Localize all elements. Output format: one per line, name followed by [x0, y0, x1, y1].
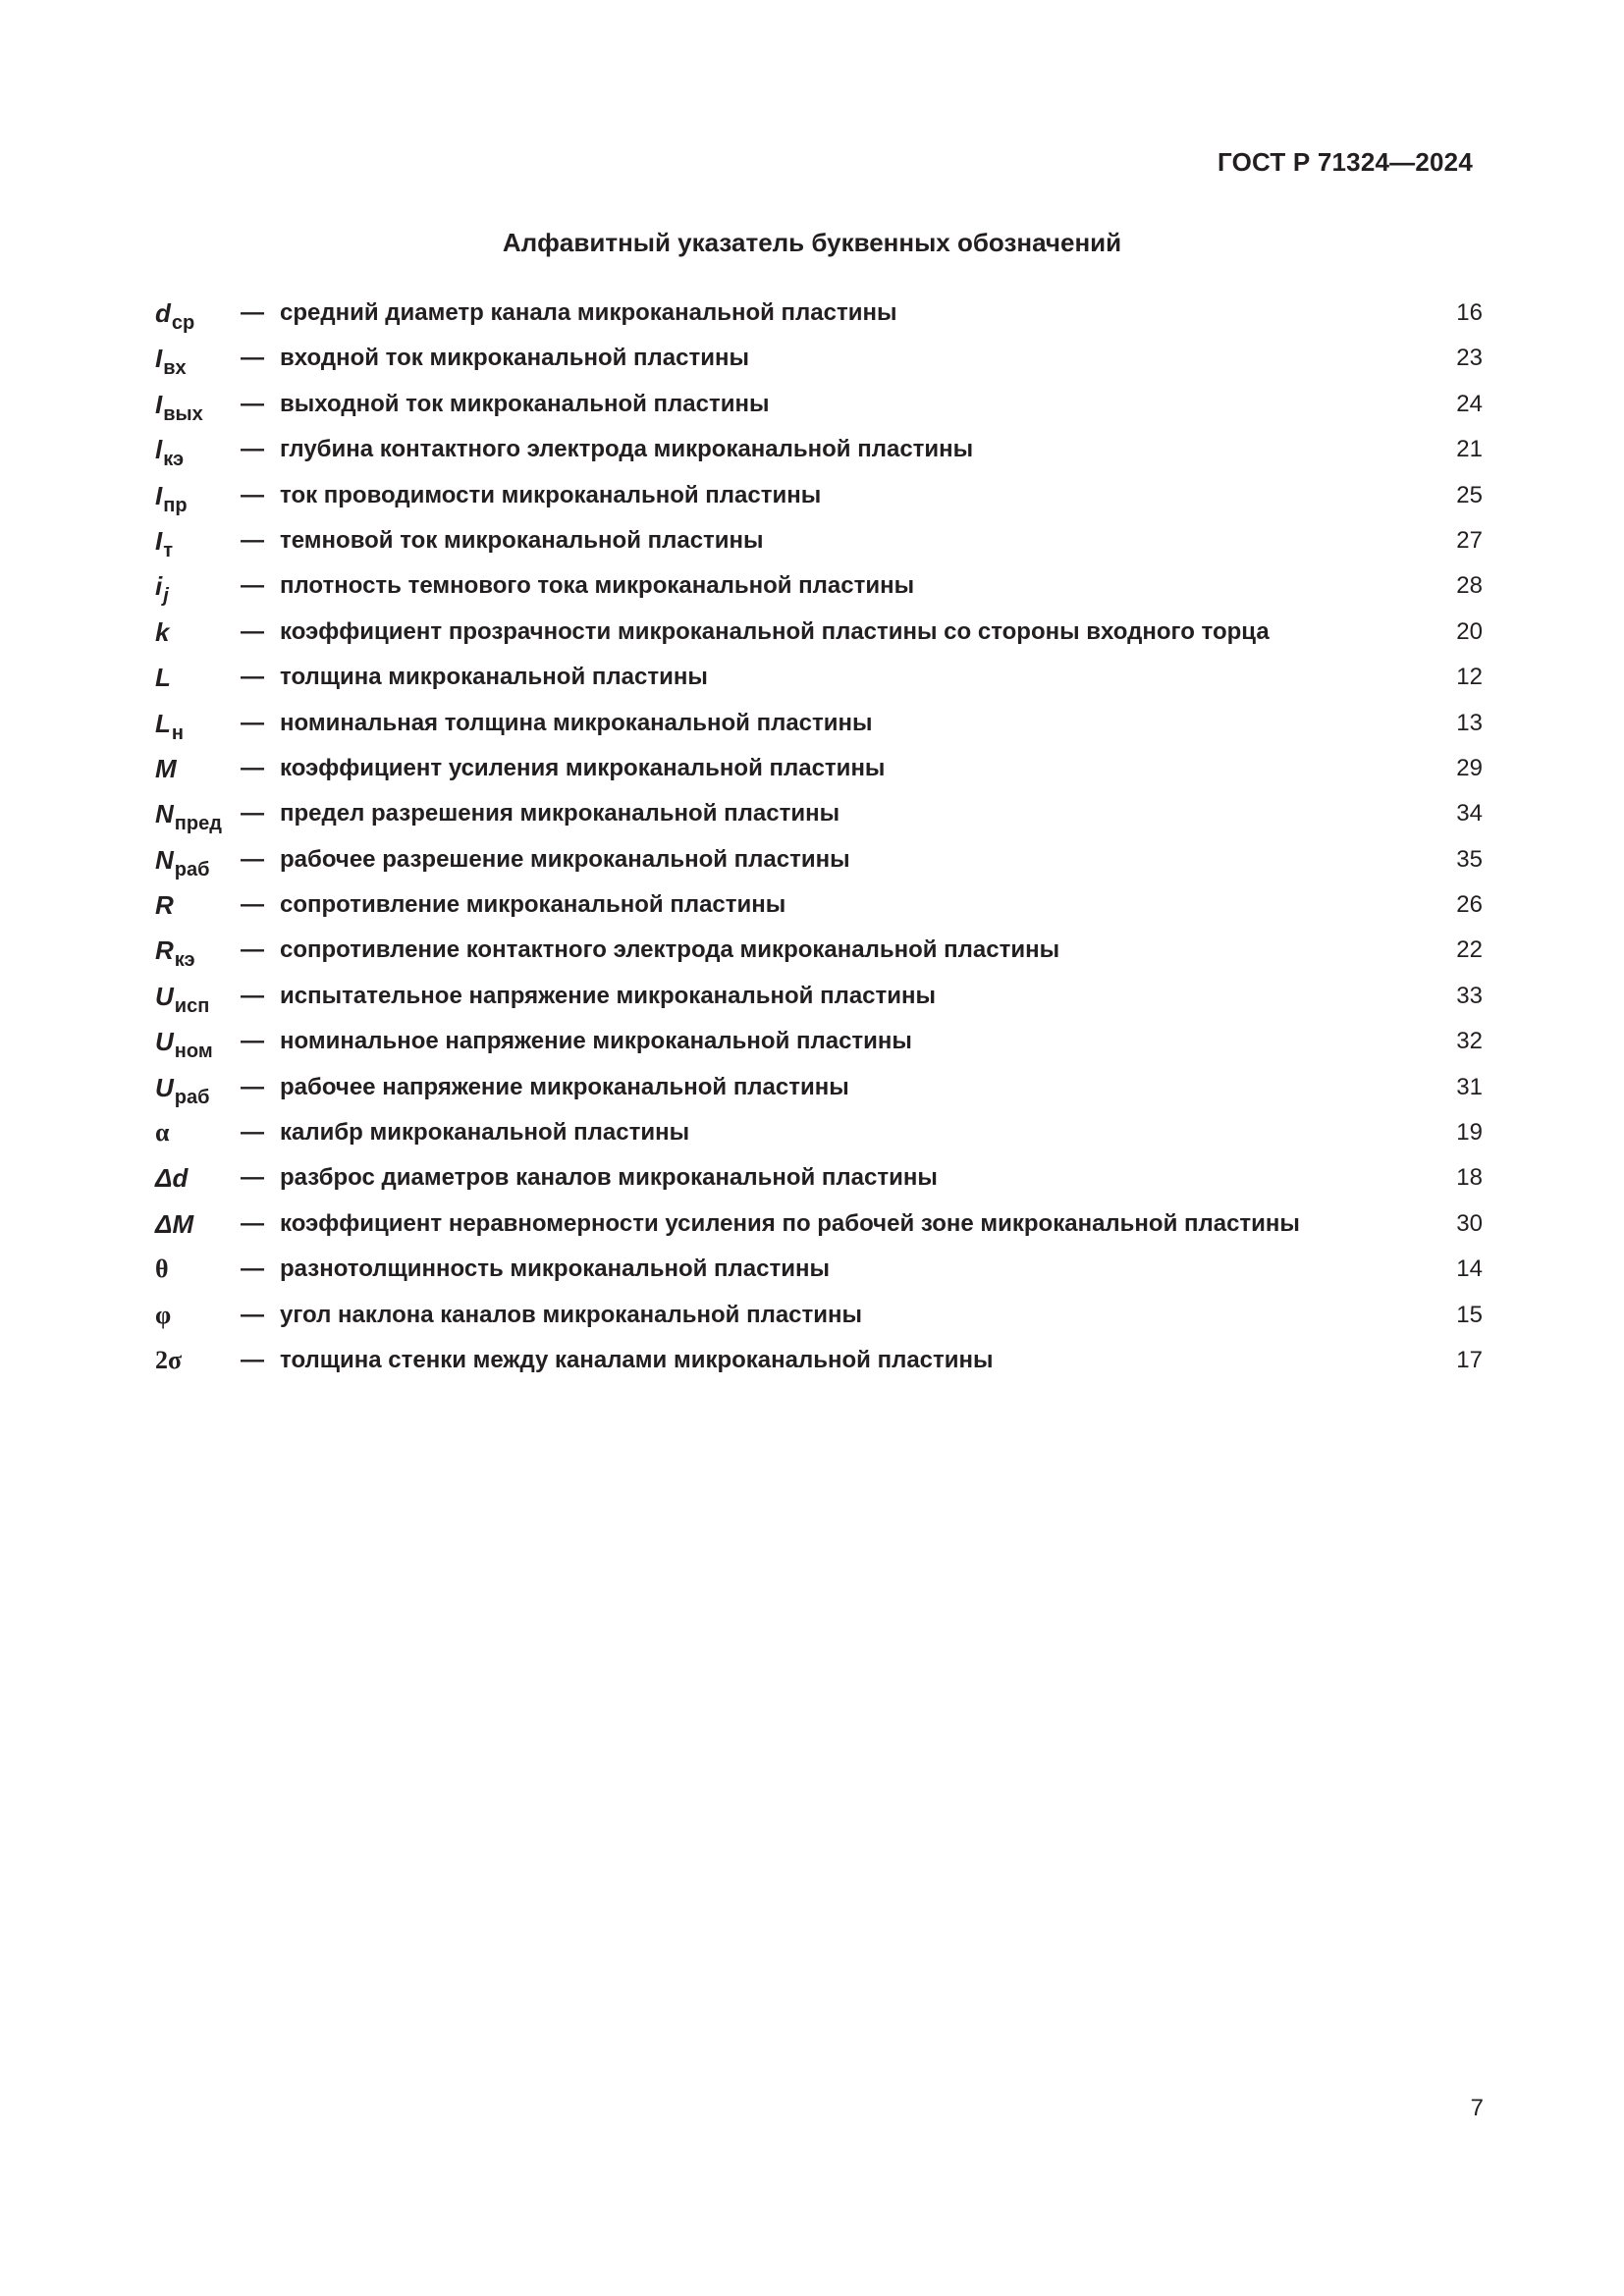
index-row — [155, 932, 1483, 977]
dash: — — [241, 1028, 264, 1055]
symbol-letter: α — [155, 1118, 170, 1148]
symbol-subscript: раб — [174, 858, 210, 881]
reference-number: 23 — [1456, 345, 1483, 372]
reference-number: 12 — [1456, 664, 1483, 691]
dash: — — [241, 1073, 264, 1100]
reference-number: 21 — [1456, 436, 1483, 463]
symbol — [155, 935, 195, 972]
index-row — [155, 567, 1483, 613]
symbol — [155, 890, 175, 927]
symbol-letter: θ — [155, 1255, 169, 1284]
symbol — [155, 1255, 169, 1284]
symbol-letter: I — [155, 480, 163, 510]
symbol-description: угол наклона каналов микроканальной пластины — [280, 1301, 863, 1328]
index-row — [155, 1023, 1483, 1068]
dash: — — [241, 390, 264, 417]
index-row — [155, 1342, 1483, 1387]
reference-number: 28 — [1456, 572, 1483, 600]
index-row — [155, 477, 1483, 522]
symbol-description: входной ток микроканальной пластины — [280, 345, 749, 372]
reference-number: 17 — [1456, 1346, 1483, 1373]
symbol-letter: I — [155, 525, 163, 556]
symbol-subscript: раб — [174, 1086, 210, 1108]
symbol — [155, 845, 209, 881]
index-row — [155, 795, 1483, 840]
symbol — [155, 1027, 213, 1063]
reference-number: 24 — [1456, 390, 1483, 417]
symbol — [155, 526, 173, 562]
symbol-letter: L — [155, 663, 171, 693]
dash: — — [241, 436, 264, 463]
symbol-subscript: кэ — [163, 449, 185, 471]
symbol-description: коэффициент прозрачности микроканальной пластины со стороны входного торца — [280, 617, 1270, 645]
page-number: 7 — [1470, 2095, 1484, 2121]
symbol — [155, 435, 184, 471]
index-row — [155, 1069, 1483, 1114]
reference-number: 33 — [1456, 982, 1483, 1009]
dash: — — [241, 617, 264, 645]
reference-number: 31 — [1456, 1073, 1483, 1100]
reference-number: 29 — [1456, 754, 1483, 781]
symbol-letter: k — [155, 616, 170, 647]
symbol — [155, 344, 187, 380]
page-title: Алфавитный указатель буквенных обозначений — [502, 228, 1122, 257]
reference-number: 19 — [1456, 1119, 1483, 1147]
index-row — [155, 614, 1483, 659]
symbol-subscript: j — [163, 585, 169, 608]
index-row — [155, 431, 1483, 476]
symbol-subscript: ном — [174, 1041, 213, 1063]
symbol — [155, 1209, 193, 1240]
symbol-letter: U — [155, 1072, 174, 1102]
dash: — — [241, 891, 264, 919]
symbol — [155, 1073, 209, 1109]
symbol-letter: ΔM — [155, 1208, 194, 1239]
symbol-subscript: исп — [174, 994, 210, 1017]
symbol-letter: l — [155, 435, 163, 465]
reference-number: 25 — [1456, 481, 1483, 508]
dash: — — [241, 572, 264, 600]
reference-number: 30 — [1456, 1209, 1483, 1237]
symbol-description: разнотолщинность микроканальной пластины — [280, 1255, 830, 1283]
index-row — [155, 978, 1483, 1023]
symbol-description: коэффициент неравномерности усиления по рабочей зоне микроканальной пластины — [280, 1209, 1300, 1237]
dash: — — [241, 1209, 264, 1237]
reference-number: 13 — [1456, 709, 1483, 736]
dash: — — [241, 1255, 264, 1283]
symbol-letter: i — [155, 571, 163, 602]
symbol-subscript: н — [171, 721, 184, 744]
symbol — [155, 298, 194, 335]
symbol-subscript: пр — [163, 494, 188, 516]
reference-number: 22 — [1456, 936, 1483, 964]
reference-number: 27 — [1456, 526, 1483, 554]
dash: — — [241, 664, 264, 691]
symbol-description: коэффициент усиления микроканальной пластины — [280, 754, 886, 781]
dash: — — [241, 526, 264, 554]
index-row — [155, 886, 1483, 932]
reference-number: 35 — [1456, 845, 1483, 873]
symbol — [155, 982, 209, 1018]
symbol-description: испытательное напряжение микроканальной пластины — [280, 982, 937, 1009]
dash: — — [241, 481, 264, 508]
reference-number: 32 — [1456, 1028, 1483, 1055]
dash: — — [241, 1301, 264, 1328]
index-row — [155, 659, 1483, 704]
symbol-letter: L — [155, 708, 171, 738]
dash: — — [241, 1164, 264, 1192]
symbol-letter: 2σ — [155, 1345, 183, 1374]
symbol-description: номинальное напряжение микроканальной пластины — [280, 1028, 912, 1055]
symbol — [155, 754, 178, 790]
symbol-letter: N — [155, 799, 174, 829]
symbol-subscript: вых — [163, 402, 203, 425]
symbol-description: темновой ток микроканальной пластины — [280, 526, 764, 554]
symbol-letter: I — [155, 344, 163, 374]
symbol-subscript: вх — [163, 357, 187, 380]
index-row — [155, 1251, 1483, 1296]
dash: — — [241, 936, 264, 964]
symbol-letter: R — [155, 935, 174, 966]
symbol — [155, 799, 222, 835]
symbol-description: глубина контактного электрода микроканальной пластины — [280, 436, 974, 463]
index-row — [155, 294, 1483, 340]
reference-number: 14 — [1456, 1255, 1483, 1283]
index-row — [155, 750, 1483, 795]
symbol-subscript: пред — [174, 813, 222, 835]
symbol — [155, 390, 203, 426]
index-row — [155, 522, 1483, 567]
symbol — [155, 1163, 188, 1194]
symbol-letter: M — [155, 753, 177, 783]
symbol-description: сопротивление контактного электрода микроканальной пластины — [280, 936, 1060, 964]
index-row — [155, 1159, 1483, 1204]
dash: — — [241, 800, 264, 828]
symbol — [155, 1118, 170, 1148]
symbol-description: ток проводимости микроканальной пластины — [280, 481, 822, 508]
index-row — [155, 841, 1483, 886]
symbol-letter: R — [155, 890, 174, 921]
index-row — [155, 340, 1483, 385]
symbol-letter: U — [155, 1027, 174, 1057]
symbol-subscript: т — [163, 539, 174, 561]
symbol-index-list — [155, 294, 1483, 1387]
symbol — [155, 709, 184, 745]
reference-number: 15 — [1456, 1301, 1483, 1328]
symbol-description: выходной ток микроканальной пластины — [280, 390, 770, 417]
dash: — — [241, 1119, 264, 1147]
symbol-description: плотность темнового тока микроканальной пластины — [280, 572, 915, 600]
symbol-description: номинальная толщина микроканальной пластины — [280, 709, 873, 736]
symbol-description: средний диаметр канала микроканальной пластины — [280, 299, 897, 326]
symbol-description: рабочее разрешение микроканальной пластины — [280, 845, 850, 873]
document-code: ГОСТ Р 71324—2024 — [1218, 147, 1473, 177]
index-row — [155, 1205, 1483, 1251]
index-row — [155, 386, 1483, 431]
reference-number: 34 — [1456, 800, 1483, 828]
index-row — [155, 705, 1483, 750]
symbol-description: калибр микроканальной пластины — [280, 1119, 690, 1147]
symbol-subscript: ср — [171, 312, 195, 334]
reference-number: 26 — [1456, 891, 1483, 919]
symbol — [155, 617, 170, 654]
symbol-letter: U — [155, 981, 174, 1011]
symbol-letter: d — [155, 298, 171, 328]
symbol-letter: Δd — [155, 1163, 189, 1194]
dash: — — [241, 345, 264, 372]
symbol-letter: N — [155, 844, 174, 875]
symbol — [155, 1301, 171, 1330]
symbol-description: толщина стенки между каналами микроканальной пластины — [280, 1346, 994, 1373]
dash: — — [241, 754, 264, 781]
symbol-letter: φ — [155, 1300, 172, 1329]
symbol — [155, 571, 169, 608]
dash: — — [241, 845, 264, 873]
index-row — [155, 1114, 1483, 1159]
symbol-subscript: кэ — [174, 949, 195, 972]
dash: — — [241, 982, 264, 1009]
symbol — [155, 663, 172, 699]
reference-number: 16 — [1456, 299, 1483, 326]
reference-number: 20 — [1456, 617, 1483, 645]
reference-number: 18 — [1456, 1164, 1483, 1192]
symbol — [155, 1346, 182, 1375]
symbol — [155, 481, 188, 517]
symbol-description: предел разрешения микроканальной пластины — [280, 800, 840, 828]
symbol-description: разброс диаметров каналов микроканальной пластины — [280, 1164, 938, 1192]
symbol-description: толщина микроканальной пластины — [280, 664, 708, 691]
dash: — — [241, 299, 264, 326]
dash: — — [241, 1346, 264, 1373]
symbol-description: сопротивление микроканальной пластины — [280, 891, 786, 919]
symbol-letter: I — [155, 389, 163, 419]
dash: — — [241, 709, 264, 736]
symbol-description: рабочее напряжение микроканальной пластины — [280, 1073, 849, 1100]
index-row — [155, 1297, 1483, 1342]
